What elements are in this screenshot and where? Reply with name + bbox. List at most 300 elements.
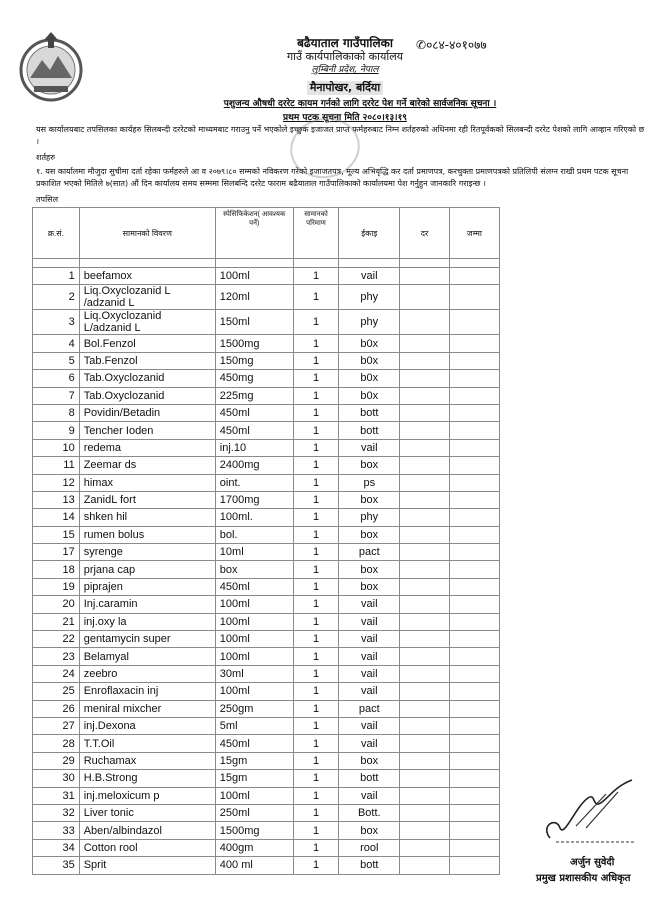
blank-cell [400,259,450,268]
cell-unit: box [339,752,400,769]
cell-total [449,752,499,769]
cell-unit: bott [339,857,400,874]
cell-spec: 2400mg [215,457,293,474]
cell-name: Inj.caramin [79,596,215,613]
cell-name: meniral mixcher [79,700,215,717]
cell-name: Tab.Oxyclozanid [79,370,215,387]
cell-name: Cotton rool [79,839,215,856]
cell-unit: vail [339,717,400,734]
cell-total [449,578,499,595]
cell-qty: 1 [293,457,339,474]
cell-name: Sprit [79,857,215,874]
cell-name: ZanidL fort [79,491,215,508]
cell-rate [400,370,450,387]
table-row [33,422,500,439]
cell-sn: 4 [33,335,80,352]
cell-rate [400,822,450,839]
cell-sn: 3 [33,310,80,335]
cell-name: Liq.Oxyclozanid L /adzanid L [79,285,215,310]
cell-rate [400,648,450,665]
cell-unit: ps [339,474,400,491]
cell-sn: 34 [33,839,80,856]
cell-spec: 1700mg [215,491,293,508]
cell-rate [400,578,450,595]
cell-sn: 24 [33,665,80,682]
header-spec: स्पेसिफिकेशन( आवश्यक पर्ने) [215,208,293,259]
cell-sn: 21 [33,613,80,630]
cell-qty: 1 [293,822,339,839]
cell-rate [400,683,450,700]
cell-spec: 100ml [215,683,293,700]
intro-paragraph: यस कार्यालयबाट तपसिलका कार्यहरु सिलबन्दी दररेटको माध्यमबाट गराउनु पर्ने भएकोले इच्छुक इजाजत प्राप्त फर्महरुबाट निम्न शर्तहरुको अधिनमा रही रितपूर्वकको सिलबन्दी दररेट पेशको लागि आव्हान गरिएको छ । [36,125,645,146]
cell-rate [400,335,450,352]
cell-sn: 18 [33,561,80,578]
cell-sn: 29 [33,752,80,769]
cell-name: himax [79,474,215,491]
cell-qty: 1 [293,631,339,648]
cell-rate [400,310,450,335]
cell-qty: 1 [293,717,339,734]
cell-sn: 25 [33,683,80,700]
cell-name: T.T.Oil [79,735,215,752]
cell-total [449,422,499,439]
table-row [33,787,500,804]
cell-sn: 14 [33,509,80,526]
cell-total [449,857,499,874]
cell-name: Liq.Oxyclozanid L/adzanid L [79,310,215,335]
table-row [33,439,500,456]
cell-rate [400,404,450,421]
cell-name: H.B.Strong [79,770,215,787]
table-row [33,474,500,491]
notice-date: प्रथम पटक सूचना मिति २०८०।१३।१९ [283,113,407,123]
cell-spec: 150ml [215,310,293,335]
cell-sn: 30 [33,770,80,787]
cell-total [449,474,499,491]
table-row [33,491,500,508]
cell-total [449,526,499,543]
cell-name: gentamycin super [79,631,215,648]
cell-unit: vail [339,631,400,648]
table-row [33,648,500,665]
cell-rate [400,596,450,613]
cell-sn: 6 [33,370,80,387]
cell-unit: vail [339,439,400,456]
cell-qty: 1 [293,335,339,352]
cell-rate [400,457,450,474]
office-name: गाउँ कार्यपालिकाको कार्यालय [286,50,404,63]
cell-name: Liver tonic [79,804,215,821]
phone-number-text: ०८४-४०१०७७ [426,38,487,52]
cell-unit: bott [339,422,400,439]
cell-unit: box [339,491,400,508]
cell-total [449,491,499,508]
cell-total [449,352,499,369]
cell-total [449,404,499,421]
cell-unit: box [339,578,400,595]
cell-name: shken hil [79,509,215,526]
cell-total [449,387,499,404]
cell-sn: 28 [33,735,80,752]
cell-spec: box [215,561,293,578]
header-name: सामानको विवरण [79,208,215,259]
cell-name: prjana cap [79,561,215,578]
table-row [33,370,500,387]
cell-qty: 1 [293,439,339,456]
cell-total [449,335,499,352]
cell-spec: 15gm [215,770,293,787]
cell-rate [400,526,450,543]
cell-rate [400,665,450,682]
cell-total [449,561,499,578]
cell-name: Enroflaxacin inj [79,683,215,700]
blank-cell [215,259,293,268]
phone-number: ✆०८४-४०१०७७ [416,38,487,52]
cell-sn: 7 [33,387,80,404]
cell-total [449,439,499,456]
cell-qty: 1 [293,857,339,874]
cell-unit: bott [339,404,400,421]
cell-unit: bott [339,770,400,787]
cell-spec: 15gm [215,752,293,769]
cell-spec: 150mg [215,352,293,369]
cell-sn: 2 [33,285,80,310]
table-row [33,457,500,474]
cell-qty: 1 [293,404,339,421]
cell-qty: 1 [293,596,339,613]
table-row [33,857,500,874]
cell-name: beefamox [79,268,215,285]
table-row [33,631,500,648]
cell-total [449,613,499,630]
cell-sn: 23 [33,648,80,665]
signatory-title: प्रमुख प्रशासकीय अधिकृत [536,873,631,884]
cell-unit: vail [339,787,400,804]
cell-name: Povidin/Betadin [79,404,215,421]
notice-title: पशुजन्य औषधी दररेट कायम गर्नको लागि दररेट पेश गर्ने बारेको सार्वजनिक सूचना । [223,99,497,109]
cell-unit: rool [339,839,400,856]
signature-mark-icon [536,776,646,846]
cell-rate [400,268,450,285]
table-row [33,285,500,310]
blank-cell [79,259,215,268]
cell-total [449,457,499,474]
location-name: मैनापोखर, बर्दिया [307,81,383,95]
cell-qty: 1 [293,648,339,665]
cell-spec: 30ml [215,665,293,682]
table-row [33,839,500,856]
cell-sn: 12 [33,474,80,491]
cell-unit: b0x [339,370,400,387]
cell-total [449,285,499,310]
cell-rate [400,474,450,491]
cell-spec: 100ml [215,648,293,665]
cell-name: Tencher Ioden [79,422,215,439]
tapasil-label: तपसिल [36,195,59,204]
cell-rate [400,770,450,787]
cell-spec: 1500mg [215,822,293,839]
cell-spec: 400gm [215,839,293,856]
cell-sn: 22 [33,631,80,648]
cell-spec: 100ml. [215,509,293,526]
cell-unit: box [339,561,400,578]
cell-qty: 1 [293,387,339,404]
cell-name: inj.Dexona [79,717,215,734]
cell-name: Ruchamax [79,752,215,769]
cell-sn: 5 [33,352,80,369]
cell-spec: 100ml [215,268,293,285]
cell-spec: 10ml [215,544,293,561]
cell-unit: pact [339,700,400,717]
cell-sn: 13 [33,491,80,508]
cell-spec: bol. [215,526,293,543]
blank-cell [339,259,400,268]
cell-sn: 27 [33,717,80,734]
header-unit: ईकाइ [339,208,400,259]
cell-total [449,310,499,335]
cell-rate [400,422,450,439]
condition-1: १. यस कार्यालमा मौजुदा सुचीमा दर्ता रहेका फर्महरुले आ व २०७९।८० सम्मको नविकरण गरेको इजाजतपत्र, मूल्य अभिवृद्धि कर दर्ता प्रमाणपत्र, करचुक्ता प्रमाणपत्रको प्रतिलिपी संलग्न राखी प्रथम पटक सूचना प्रकाशित भएको मितिले ७(सात) औं दिन कार्यालय समय सम्ममा सिलबन्दि दररेट फाराम बढैयाताल गाउँपालिकाको कार्यालयमा पेश गर्नुहुन जानकारि गराइन्छ । [36,167,629,188]
header-qty: सामानको परिमाण [293,208,339,259]
cell-name: redema [79,439,215,456]
header-rate: दर [400,208,450,259]
items-table [32,207,500,875]
cell-spec: 100ml [215,596,293,613]
cell-unit: b0x [339,335,400,352]
cell-unit: vail [339,268,400,285]
table-row [33,735,500,752]
cell-qty: 1 [293,683,339,700]
cell-total [449,839,499,856]
cell-qty: 1 [293,370,339,387]
cell-sn: 35 [33,857,80,874]
cell-total [449,717,499,734]
cell-sn: 9 [33,422,80,439]
table-row [33,752,500,769]
table-row [33,700,500,717]
cell-unit: b0x [339,387,400,404]
cell-unit: phy [339,285,400,310]
cell-total [449,770,499,787]
cell-name: rumen bolus [79,526,215,543]
cell-total [449,683,499,700]
cell-rate [400,857,450,874]
cell-unit: pact [339,544,400,561]
table-row [33,613,500,630]
province-name: लुम्बिनी प्रदेश, नेपाल [311,65,379,75]
municipality-name: बढैयाताल गाउँपालिका [297,36,393,50]
cell-rate [400,700,450,717]
cell-rate [400,752,450,769]
cell-rate [400,561,450,578]
table-header-row [33,208,500,259]
blank-cell [293,259,339,268]
nepal-emblem-icon [14,30,88,104]
cell-sn: 26 [33,700,80,717]
cell-unit: phy [339,509,400,526]
cell-qty: 1 [293,310,339,335]
table-row [33,561,500,578]
cell-qty: 1 [293,787,339,804]
cell-sn: 1 [33,268,80,285]
header-total: जम्मा [449,208,499,259]
cell-spec: 450mg [215,370,293,387]
cell-total [449,268,499,285]
cell-rate [400,285,450,310]
cell-spec: 250gm [215,700,293,717]
cell-total [449,804,499,821]
cell-qty: 1 [293,491,339,508]
cell-spec: 225mg [215,387,293,404]
blank-cell [33,259,80,268]
cell-spec: 450ml [215,578,293,595]
signatory-name: अर्जुन सुवेदी [570,857,615,868]
cell-total [449,648,499,665]
cell-qty: 1 [293,285,339,310]
cell-spec: 250ml [215,804,293,821]
cell-spec: 400 ml [215,857,293,874]
cell-spec: 100ml [215,613,293,630]
cell-spec: 450ml [215,735,293,752]
cell-name: zeebro [79,665,215,682]
cell-unit: vail [339,683,400,700]
cell-sn: 33 [33,822,80,839]
cell-unit: vail [339,613,400,630]
cell-qty: 1 [293,804,339,821]
table-row [33,683,500,700]
cell-unit: vail [339,665,400,682]
table-row [33,509,500,526]
table-row [33,596,500,613]
cell-spec: inj.10 [215,439,293,456]
table-row [33,822,500,839]
cell-rate [400,717,450,734]
table-row [33,526,500,543]
cell-qty: 1 [293,578,339,595]
cell-qty: 1 [293,526,339,543]
cell-qty: 1 [293,665,339,682]
header-sn: क्र.सं. [33,208,80,259]
cell-rate [400,804,450,821]
cell-qty: 1 [293,544,339,561]
cell-unit: box [339,526,400,543]
cell-total [449,544,499,561]
cell-rate [400,387,450,404]
cell-rate [400,787,450,804]
cell-sn: 11 [33,457,80,474]
cell-qty: 1 [293,509,339,526]
cell-total [449,509,499,526]
cell-unit: box [339,457,400,474]
cell-unit: vail [339,735,400,752]
cell-spec: oint. [215,474,293,491]
cell-sn: 20 [33,596,80,613]
cell-name: syrenge [79,544,215,561]
cell-total [449,735,499,752]
cell-name: piprajen [79,578,215,595]
cell-qty: 1 [293,752,339,769]
cell-qty: 1 [293,474,339,491]
cell-name: Tab.Fenzol [79,352,215,369]
table-row [33,335,500,352]
table-row [33,804,500,821]
cell-spec: 450ml [215,422,293,439]
table-row [33,404,500,421]
cell-name: Zeemar ds [79,457,215,474]
cell-unit: b0x [339,352,400,369]
cell-total [449,631,499,648]
table-row [33,352,500,369]
cell-sn: 19 [33,578,80,595]
table-row [33,387,500,404]
cell-name: inj.meloxicum p [79,787,215,804]
cell-qty: 1 [293,422,339,439]
cell-qty: 1 [293,700,339,717]
cell-unit: phy [339,310,400,335]
cell-rate [400,613,450,630]
cell-sn: 8 [33,404,80,421]
cell-qty: 1 [293,352,339,369]
cell-spec: 1500mg [215,335,293,352]
cell-name: inj.oxy la [79,613,215,630]
cell-total [449,700,499,717]
cell-rate [400,631,450,648]
cell-sn: 10 [33,439,80,456]
cell-unit: vail [339,648,400,665]
table-row [33,578,500,595]
cell-name: Aben/albindazol [79,822,215,839]
cell-qty: 1 [293,839,339,856]
cell-rate [400,439,450,456]
cell-rate [400,491,450,508]
cell-qty: 1 [293,561,339,578]
cell-unit: Bott. [339,804,400,821]
cell-qty: 1 [293,735,339,752]
cell-rate [400,839,450,856]
cell-name: Belamyal [79,648,215,665]
blank-row [33,259,500,268]
cell-total [449,370,499,387]
cell-rate [400,544,450,561]
cell-total [449,787,499,804]
cell-spec: 100ml [215,631,293,648]
cell-spec: 5ml [215,717,293,734]
cell-qty: 1 [293,613,339,630]
cell-qty: 1 [293,770,339,787]
cell-sn: 32 [33,804,80,821]
table-row [33,544,500,561]
cell-total [449,665,499,682]
conditions-label: शर्तहरु [36,153,56,162]
cell-sn: 15 [33,526,80,543]
cell-rate [400,352,450,369]
cell-qty: 1 [293,268,339,285]
cell-rate [400,509,450,526]
table-row [33,268,500,285]
cell-unit: vail [339,596,400,613]
cell-name: Tab.Oxyclozanid [79,387,215,404]
cell-sn: 17 [33,544,80,561]
cell-sn: 31 [33,787,80,804]
table-row [33,665,500,682]
table-row [33,310,500,335]
blank-cell [449,259,499,268]
cell-total [449,822,499,839]
cell-spec: 120ml [215,285,293,310]
cell-spec: 100ml [215,787,293,804]
table-row [33,770,500,787]
cell-unit: box [339,822,400,839]
